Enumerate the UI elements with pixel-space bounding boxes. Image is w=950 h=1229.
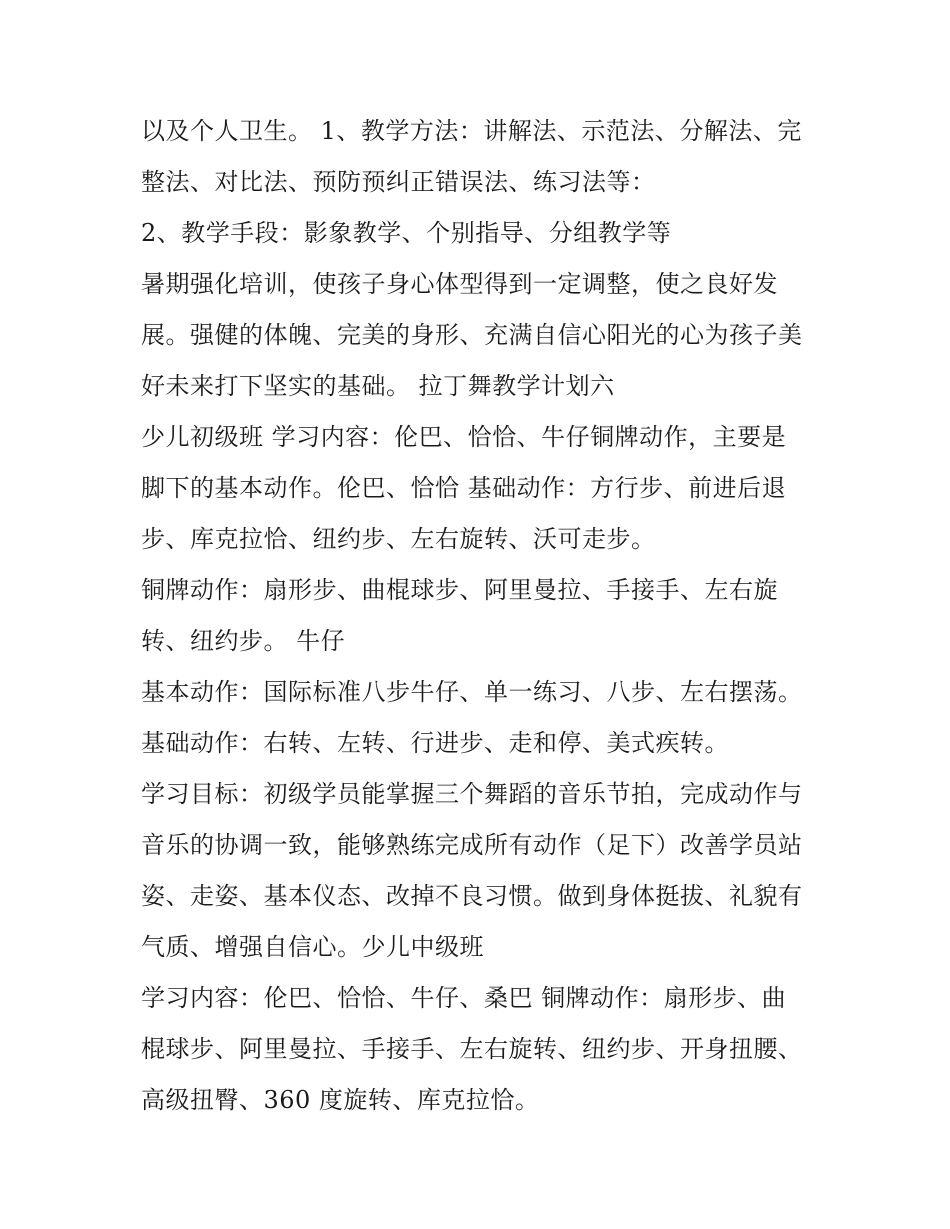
text-line-18: 学习内容：伦巴、恰恰、牛仔、桑巴 铜牌动作：扇形步、曲 <box>141 984 787 1012</box>
document-body <box>141 106 821 1126</box>
text-line-4: 暑期强化培训，使孩子身心体型得到一定调整，使之良好发 <box>141 270 778 298</box>
text-line-7: 少儿初级班 学习内容：伦巴、恰恰、牛仔铜牌动作，主要是 <box>141 423 787 451</box>
text-line-13: 基础动作：右转、左转、行进步、走和停、美式疾转。 <box>141 729 729 757</box>
text-line-8: 脚下的基本动作。伦巴、恰恰 基础动作：方行步、前进后退 <box>141 474 787 502</box>
text-line-5: 展。强健的体魄、完美的身形、充满自信心阳光的心为孩子美 <box>141 321 803 349</box>
text-line-20: 高级扭臀、360 度旋转、库克拉恰。 <box>141 1086 540 1114</box>
text-line-15: 音乐的协调一致，能够熟练完成所有动作（足下）改善学员站 <box>141 831 803 859</box>
text-line-3: 2、教学手段：影象教学、个别指导、分组教学等 <box>141 219 672 247</box>
text-line-16: 姿、走姿、基本仪态、改掉不良习惯。做到身体挺拔、礼貌有 <box>141 882 803 910</box>
text-line-10: 铜牌动作：扇形步、曲棍球步、阿里曼拉、手接手、左右旋 <box>141 576 778 604</box>
text-line-9: 步、库克拉恰、纽约步、左右旋转、沃可走步。 <box>141 525 656 553</box>
text-line-12: 基本动作：国际标准八步牛仔、单一练习、八步、左右摆荡。 <box>141 678 803 706</box>
text-line-17: 气质、增强自信心。少儿中级班 <box>141 933 484 961</box>
text-line-2: 整法、对比法、预防预纠正错误法、练习法等： <box>141 168 656 196</box>
text-line-11: 转、纽约步。 牛仔 <box>141 627 346 655</box>
text-line-19: 棍球步、阿里曼拉、手接手、左右旋转、纽约步、开身扭腰、 <box>141 1035 803 1063</box>
text-line-6: 好未来打下坚实的基础。 拉丁舞教学计划六 <box>141 372 615 400</box>
text-line-14: 学习目标：初级学员能掌握三个舞蹈的音乐节拍，完成动作与 <box>141 780 803 808</box>
text-line-1: 以及个人卫生。 1、教学方法：讲解法、示范法、分解法、完 <box>141 117 802 145</box>
